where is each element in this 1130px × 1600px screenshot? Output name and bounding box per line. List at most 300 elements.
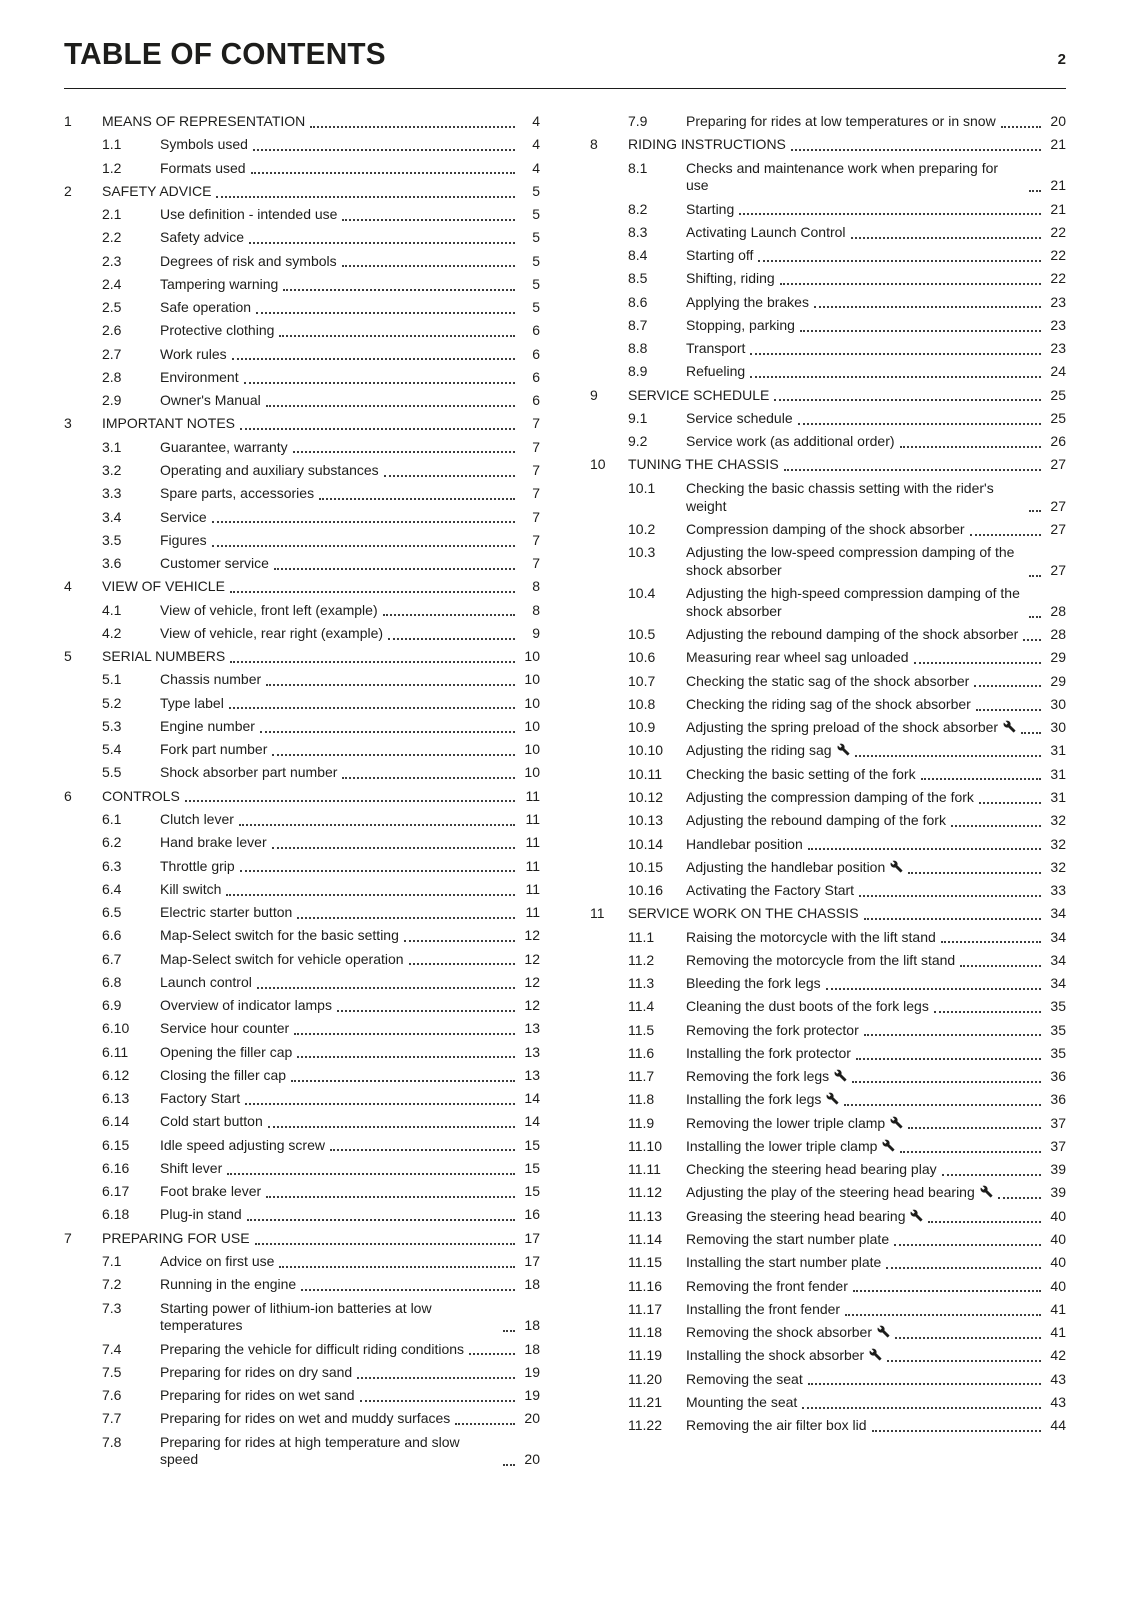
toc-entry-number: 11.18 [628, 1324, 662, 1341]
toc-subentry [590, 719, 1066, 737]
toc-entry-label: Checking the basic chassis setting with the rider's weight [686, 479, 994, 514]
dot-leader [253, 149, 515, 151]
toc-entry-number: 6.16 [102, 1159, 130, 1176]
wrench-icon [869, 1347, 882, 1365]
dot-leader [900, 1151, 1041, 1153]
dot-leader [942, 1174, 1041, 1176]
dot-leader [212, 545, 515, 547]
dot-leader [240, 428, 515, 430]
toc-subentry [64, 1206, 540, 1224]
toc-entry-label: Preparing for rides at high temperature and slow speed [160, 1433, 460, 1468]
toc-entry-label: Preparing for rides at low temperatures or in snow [686, 113, 996, 129]
dot-leader [951, 825, 1041, 827]
dot-leader [272, 754, 515, 756]
dot-leader [814, 306, 1041, 308]
dot-leader [268, 1126, 515, 1128]
toc-subentry [590, 836, 1066, 854]
toc-subentry [590, 1138, 1066, 1156]
wrench-icon [890, 859, 903, 877]
toc-entry-page: 15 [524, 1183, 540, 1200]
toc-entry-label: Adjusting the play of the steering head bearing [686, 1184, 993, 1202]
page-number: 2 [1057, 51, 1066, 68]
toc-entry-number: 10.7 [628, 672, 656, 689]
toc-entry-label: Service work (as additional order) [686, 433, 895, 450]
toc-entry-number: 7.9 [628, 113, 648, 129]
toc-entry-page: 32 [1050, 858, 1066, 875]
dot-leader [212, 521, 515, 523]
dot-leader [998, 1197, 1041, 1199]
toc-entry-number: 2.9 [102, 392, 122, 409]
dot-leader [800, 330, 1041, 332]
toc-entry-number: 3.6 [102, 555, 122, 572]
dot-leader [774, 399, 1041, 401]
toc-subentry [64, 1364, 540, 1382]
toc-entry-label: Removing the air filter box lid [686, 1417, 867, 1434]
wrench-icon [890, 1115, 903, 1133]
toc-subentry [590, 882, 1066, 900]
toc-chapter-entry [64, 648, 540, 666]
toc-entry-label: Idle speed adjusting screw [160, 1136, 325, 1153]
toc-entry-number: 6.4 [102, 880, 122, 897]
toc-chapter-entry [64, 415, 540, 433]
toc-subentry [590, 1417, 1066, 1435]
toc-entry-number: 6.3 [102, 857, 122, 874]
toc-entry-page: 15 [524, 1159, 540, 1176]
toc-subentry [590, 270, 1066, 288]
wrench-icon [1003, 719, 1016, 737]
toc-subentry [590, 1045, 1066, 1063]
toc-entry-number: 5.5 [102, 764, 122, 781]
toc-entry-label: Guarantee, warranty [160, 438, 288, 455]
toc-subentry [590, 1231, 1066, 1249]
toc-entry-page: 39 [1050, 1184, 1066, 1201]
toc-entry-page: 40 [1050, 1231, 1066, 1248]
toc-entry-page: 35 [1050, 1021, 1066, 1038]
dot-leader [900, 446, 1041, 448]
toc-subentry [64, 276, 540, 294]
toc-subentry [590, 544, 1066, 580]
toc-entry-number: 6.9 [102, 997, 122, 1014]
dot-leader [230, 661, 515, 663]
dot-leader [229, 707, 515, 709]
dot-leader [230, 591, 515, 593]
dot-leader [279, 335, 515, 337]
toc-entry-page: 8 [532, 578, 540, 595]
toc-subentry [64, 811, 540, 829]
toc-entry-number: 7.6 [102, 1387, 122, 1404]
dot-leader [291, 1080, 515, 1082]
toc-entry-number: 4.2 [102, 624, 122, 641]
toc-entry-label: Adjusting the riding sag [686, 742, 850, 760]
toc-entry-page: 18 [524, 1340, 540, 1357]
toc-entry-page: 12 [524, 997, 540, 1014]
toc-chapter-entry [64, 788, 540, 806]
toc-subentry [590, 113, 1066, 131]
toc-entry-page: 5 [532, 206, 540, 223]
toc-subentry [64, 299, 540, 317]
toc-subentry [64, 532, 540, 550]
dot-leader [266, 1196, 515, 1198]
toc-entry-label: Use definition - intended use [160, 206, 338, 223]
toc-entry-number: 4 [64, 578, 72, 595]
toc-entry-number: 2.3 [102, 252, 122, 269]
toc-entry-number: 4.1 [102, 601, 122, 618]
toc-entry-page: 41 [1050, 1324, 1066, 1341]
toc-entry-page: 33 [1050, 882, 1066, 899]
toc-entry-label: Adjusting the rebound damping of the fork [686, 812, 946, 829]
dot-leader [319, 498, 515, 500]
toc-entry-page: 4 [532, 113, 540, 129]
toc-entry-page: 23 [1050, 340, 1066, 357]
dot-leader [864, 1034, 1041, 1036]
toc-subentry [64, 834, 540, 852]
toc-entry-number: 2.4 [102, 275, 122, 292]
toc-subentry [64, 997, 540, 1015]
toc-entry-label: VIEW OF VEHICLE [102, 578, 225, 595]
toc-subentry [590, 742, 1066, 760]
toc-subentry [64, 695, 540, 713]
toc-chapter-entry [64, 113, 540, 131]
toc-entry-label: Type label [160, 694, 224, 711]
toc-entry-page: 22 [1050, 270, 1066, 287]
toc-subentry [64, 392, 540, 410]
toc-entry-number: 2.1 [102, 206, 122, 223]
toc-subentry [64, 904, 540, 922]
toc-entry-number: 5.1 [102, 671, 122, 688]
toc-subentry [64, 322, 540, 340]
toc-subentry [64, 1410, 540, 1428]
dot-leader [384, 475, 515, 477]
toc-entry-page: 9 [532, 624, 540, 641]
toc-entry-number: 8.3 [628, 223, 648, 240]
dot-leader [357, 1377, 515, 1379]
dot-leader [908, 1127, 1041, 1129]
toc-entry-number: 11.6 [628, 1044, 655, 1061]
toc-entry-number: 11.2 [628, 951, 655, 968]
dot-leader [244, 382, 515, 384]
dot-leader [851, 237, 1041, 239]
toc-entry-number: 6.6 [102, 927, 122, 944]
dot-leader [249, 242, 515, 244]
toc-entry-number: 11.15 [628, 1254, 662, 1271]
dot-leader [256, 312, 515, 314]
toc-entry-number: 10.12 [628, 788, 664, 805]
toc-entry-label: Applying the brakes [686, 293, 809, 310]
toc-entry-label: Installing the lower triple clamp [686, 1138, 895, 1156]
dot-leader [301, 1289, 515, 1291]
toc-entry-label: Removing the lower triple clamp [686, 1115, 903, 1133]
dot-leader [960, 965, 1041, 967]
toc-entry-page: 27 [1050, 497, 1066, 514]
toc-entry-page: 31 [1050, 765, 1066, 782]
toc-entry-label: Shifting, riding [686, 270, 775, 287]
toc-entry-number: 11.3 [628, 975, 655, 992]
toc-entry-page: 43 [1050, 1370, 1066, 1387]
toc-entry-page: 30 [1050, 719, 1066, 736]
toc-entry-label: Kill switch [160, 880, 222, 897]
toc-entry-label: Opening the filler cap [160, 1043, 293, 1060]
toc-entry-label: TUNING THE CHASSIS [628, 456, 779, 473]
toc-entry-label: Checks and maintenance work when preparing for use [686, 159, 999, 194]
dot-leader [856, 1058, 1041, 1060]
toc-entry-number: 10.11 [628, 765, 662, 782]
toc-entry-number: 1 [64, 113, 72, 129]
dot-leader [1021, 732, 1041, 734]
toc-entry-page: 10 [524, 694, 540, 711]
toc-entry-label: Safe operation [160, 299, 252, 316]
toc-entry-page: 6 [532, 392, 540, 409]
toc-entry-label: Removing the seat [686, 1370, 803, 1387]
toc-entry-number: 2.7 [102, 345, 122, 362]
toc-entry-number: 10.14 [628, 835, 664, 852]
toc-entry-page: 17 [524, 1253, 540, 1270]
toc-entry-number: 10.13 [628, 812, 664, 829]
dot-leader [216, 196, 515, 198]
toc-entry-page: 34 [1050, 905, 1066, 922]
toc-entry-number: 6.17 [102, 1183, 130, 1200]
toc-entry-number: 6.12 [102, 1066, 130, 1083]
toc-entry-number: 11.22 [628, 1417, 662, 1434]
toc-entry-page: 11 [525, 810, 540, 827]
toc-subentry [590, 1184, 1066, 1202]
toc-subentry [590, 585, 1066, 621]
toc-entry-label: Starting off [686, 247, 754, 264]
toc-entry-label: RIDING INSTRUCTIONS [628, 136, 786, 153]
toc-entry-number: 2.2 [102, 229, 122, 246]
toc-entry-label: Checking the static sag of the shock absorber [686, 672, 970, 689]
toc-entry-page: 4 [532, 159, 540, 176]
dot-leader [934, 1011, 1041, 1013]
toc-entry-label: View of vehicle, front left (example) [160, 601, 378, 618]
toc-subentry [590, 1394, 1066, 1412]
toc-entry-number: 3.2 [102, 461, 122, 478]
dot-leader [283, 289, 515, 291]
toc-chapter-entry [590, 136, 1066, 154]
toc-entry-label: Shift lever [160, 1159, 223, 1176]
toc-entry-label: Launch control [160, 973, 252, 990]
toc-entry-label: Degrees of risk and symbols [160, 252, 337, 269]
toc-subentry [64, 718, 540, 736]
toc-entry-label: Map-Select switch for the basic setting [160, 927, 399, 944]
toc-entry-number: 6.2 [102, 834, 122, 851]
toc-entry-page: 11 [525, 787, 540, 804]
toc-subentry [64, 1341, 540, 1359]
toc-subentry [590, 294, 1066, 312]
toc-entry-page: 37 [1050, 1114, 1066, 1131]
toc-entry-number: 7.1 [102, 1253, 122, 1270]
toc-entry-page: 7 [532, 508, 540, 525]
toc-entry-page: 25 [1050, 386, 1066, 403]
toc-subentry [590, 673, 1066, 691]
toc-entry-page: 40 [1050, 1254, 1066, 1271]
toc-entry-number: 8.1 [628, 159, 648, 176]
toc-entry-number: 3.4 [102, 508, 122, 525]
dot-leader [826, 988, 1041, 990]
toc-entry-label: Closing the filler cap [160, 1066, 287, 1083]
toc-entry-page: 12 [524, 927, 540, 944]
toc-entry-label: Shock absorber part number [160, 764, 338, 781]
toc-entry-number: 2.5 [102, 299, 122, 316]
toc-subentry [64, 136, 540, 154]
toc-entry-label: Bleeding the fork legs [686, 975, 821, 992]
toc-entry-page: 27 [1050, 456, 1066, 473]
toc-entry-number: 11.14 [628, 1231, 662, 1248]
toc-subentry [64, 1300, 540, 1336]
toc-entry-number: 10.6 [628, 649, 656, 666]
toc-entry-page: 43 [1050, 1393, 1066, 1410]
toc-entry-label: Removing the shock absorber [686, 1324, 890, 1342]
dot-leader [240, 870, 515, 872]
toc-entry-label: Starting power of lithium-ion batteries at low temperatures [160, 1299, 432, 1334]
dot-leader [864, 918, 1041, 920]
toc-subentry [64, 974, 540, 992]
toc-entry-page: 12 [524, 973, 540, 990]
toc-entry-label: Figures [160, 531, 207, 548]
toc-entry-number: 3.3 [102, 485, 122, 502]
toc-entry-label: Adjusting the rebound damping of the shock absorber [686, 626, 1019, 643]
toc-entry-label: Fork part number [160, 741, 268, 758]
toc-entry-number: 7 [64, 1229, 72, 1246]
toc-entry-number: 10.2 [628, 520, 656, 537]
dot-leader [293, 451, 515, 453]
dot-leader [383, 614, 515, 616]
toc-entry-page: 5 [532, 182, 540, 199]
toc-subentry [590, 859, 1066, 877]
toc-subentry [590, 1115, 1066, 1133]
toc-entry-label: Throttle grip [160, 857, 235, 874]
toc-entry-label: Refueling [686, 363, 746, 380]
toc-entry-number: 8.6 [628, 293, 648, 310]
toc-entry-label: Checking the riding sag of the shock absorber [686, 695, 971, 712]
toc-entry-label: Electric starter button [160, 904, 293, 921]
toc-entry-number: 10.3 [628, 544, 656, 561]
dot-leader [780, 283, 1041, 285]
toc-entry-number: 11.5 [628, 1021, 655, 1038]
toc-entry-label: Chassis number [160, 671, 262, 688]
toc-subentry [64, 625, 540, 643]
toc-entry-number: 11.17 [628, 1300, 662, 1317]
toc-subentry [64, 858, 540, 876]
toc-entry-number: 6.14 [102, 1113, 130, 1130]
dot-leader [974, 685, 1041, 687]
toc-entry-page: 21 [1050, 177, 1066, 194]
toc-entry-number: 10.1 [628, 479, 656, 496]
toc-entry-page: 40 [1050, 1207, 1066, 1224]
toc-entry-page: 31 [1050, 742, 1066, 759]
toc-entry-number: 6.1 [102, 810, 122, 827]
toc-entry-page: 31 [1050, 788, 1066, 805]
toc-entry-number: 6.7 [102, 950, 122, 967]
toc-subentry [64, 671, 540, 689]
toc-entry-page: 21 [1050, 200, 1066, 217]
toc-entry-page: 13 [524, 1043, 540, 1060]
dot-leader [1029, 616, 1041, 618]
toc-entry-number: 10.15 [628, 858, 664, 875]
toc-subentry [64, 485, 540, 503]
toc-entry-page: 10 [524, 671, 540, 688]
toc-entry-page: 5 [532, 275, 540, 292]
dot-leader [1029, 510, 1041, 512]
dot-leader [798, 423, 1041, 425]
toc-entry-number: 10.4 [628, 585, 656, 602]
toc-subentry [64, 1044, 540, 1062]
toc-chapter-entry [64, 183, 540, 201]
toc-entry-page: 10 [524, 648, 540, 665]
toc-subentry [64, 1067, 540, 1085]
toc-entry-page: 14 [524, 1113, 540, 1130]
dot-leader [337, 1010, 515, 1012]
toc-entry-page: 20 [524, 1410, 540, 1427]
toc-columns [64, 113, 1066, 1475]
toc-subentry [590, 696, 1066, 714]
toc-subentry [590, 1208, 1066, 1226]
toc-entry-page: 15 [524, 1136, 540, 1153]
dot-leader [750, 376, 1041, 378]
dot-leader [894, 1244, 1041, 1246]
toc-entry-number: 11.16 [628, 1277, 662, 1294]
toc-entry-page: 35 [1050, 998, 1066, 1015]
dot-leader [808, 848, 1041, 850]
toc-subentry [64, 1183, 540, 1201]
dot-leader [941, 941, 1041, 943]
toc-subentry [64, 881, 540, 899]
toc-entry-page: 32 [1050, 835, 1066, 852]
toc-entry-page: 14 [524, 1090, 540, 1107]
toc-subentry [590, 649, 1066, 667]
toc-entry-label: Adjusting the compression damping of the fork [686, 788, 974, 805]
dot-leader [855, 755, 1041, 757]
toc-subentry [64, 1020, 540, 1038]
toc-subentry [590, 998, 1066, 1016]
toc-entry-page: 18 [524, 1317, 540, 1334]
toc-entry-number: 10.16 [628, 882, 664, 899]
dot-leader [1029, 190, 1041, 192]
toc-entry-number: 8.2 [628, 200, 648, 217]
toc-entry-page: 12 [524, 950, 540, 967]
toc-entry-page: 6 [532, 368, 540, 385]
dot-leader [274, 568, 515, 570]
dot-leader [297, 1056, 515, 1058]
toc-subentry [64, 764, 540, 782]
dot-leader [469, 1353, 515, 1355]
toc-entry-number: 8.7 [628, 316, 648, 333]
toc-entry-label: Handlebar position [686, 835, 803, 852]
wrench-icon [826, 1091, 839, 1109]
toc-entry-label: Overview of indicator lamps [160, 997, 332, 1014]
toc-subentry [590, 1278, 1066, 1296]
toc-entry-label: Removing the fork legs [686, 1068, 847, 1086]
toc-subentry [64, 229, 540, 247]
toc-entry-label: Work rules [160, 345, 227, 362]
toc-entry-number: 7.8 [102, 1433, 122, 1450]
toc-entry-number: 6.11 [102, 1043, 129, 1060]
toc-entry-number: 2.6 [102, 322, 122, 339]
toc-entry-page: 8 [532, 601, 540, 618]
toc-entry-number: 11.1 [628, 928, 655, 945]
toc-entry-number: 3 [64, 415, 72, 432]
dot-leader [266, 405, 515, 407]
toc-subentry [64, 1387, 540, 1405]
toc-entry-label: Clutch lever [160, 810, 234, 827]
toc-entry-label: Symbols used [160, 136, 248, 153]
toc-entry-label: Removing the start number plate [686, 1231, 890, 1248]
dot-leader [976, 709, 1041, 711]
dot-leader [503, 1330, 515, 1332]
toc-entry-page: 11 [525, 857, 540, 874]
toc-entry-page: 10 [524, 717, 540, 734]
toc-subentry [590, 1022, 1066, 1040]
toc-subentry [64, 951, 540, 969]
